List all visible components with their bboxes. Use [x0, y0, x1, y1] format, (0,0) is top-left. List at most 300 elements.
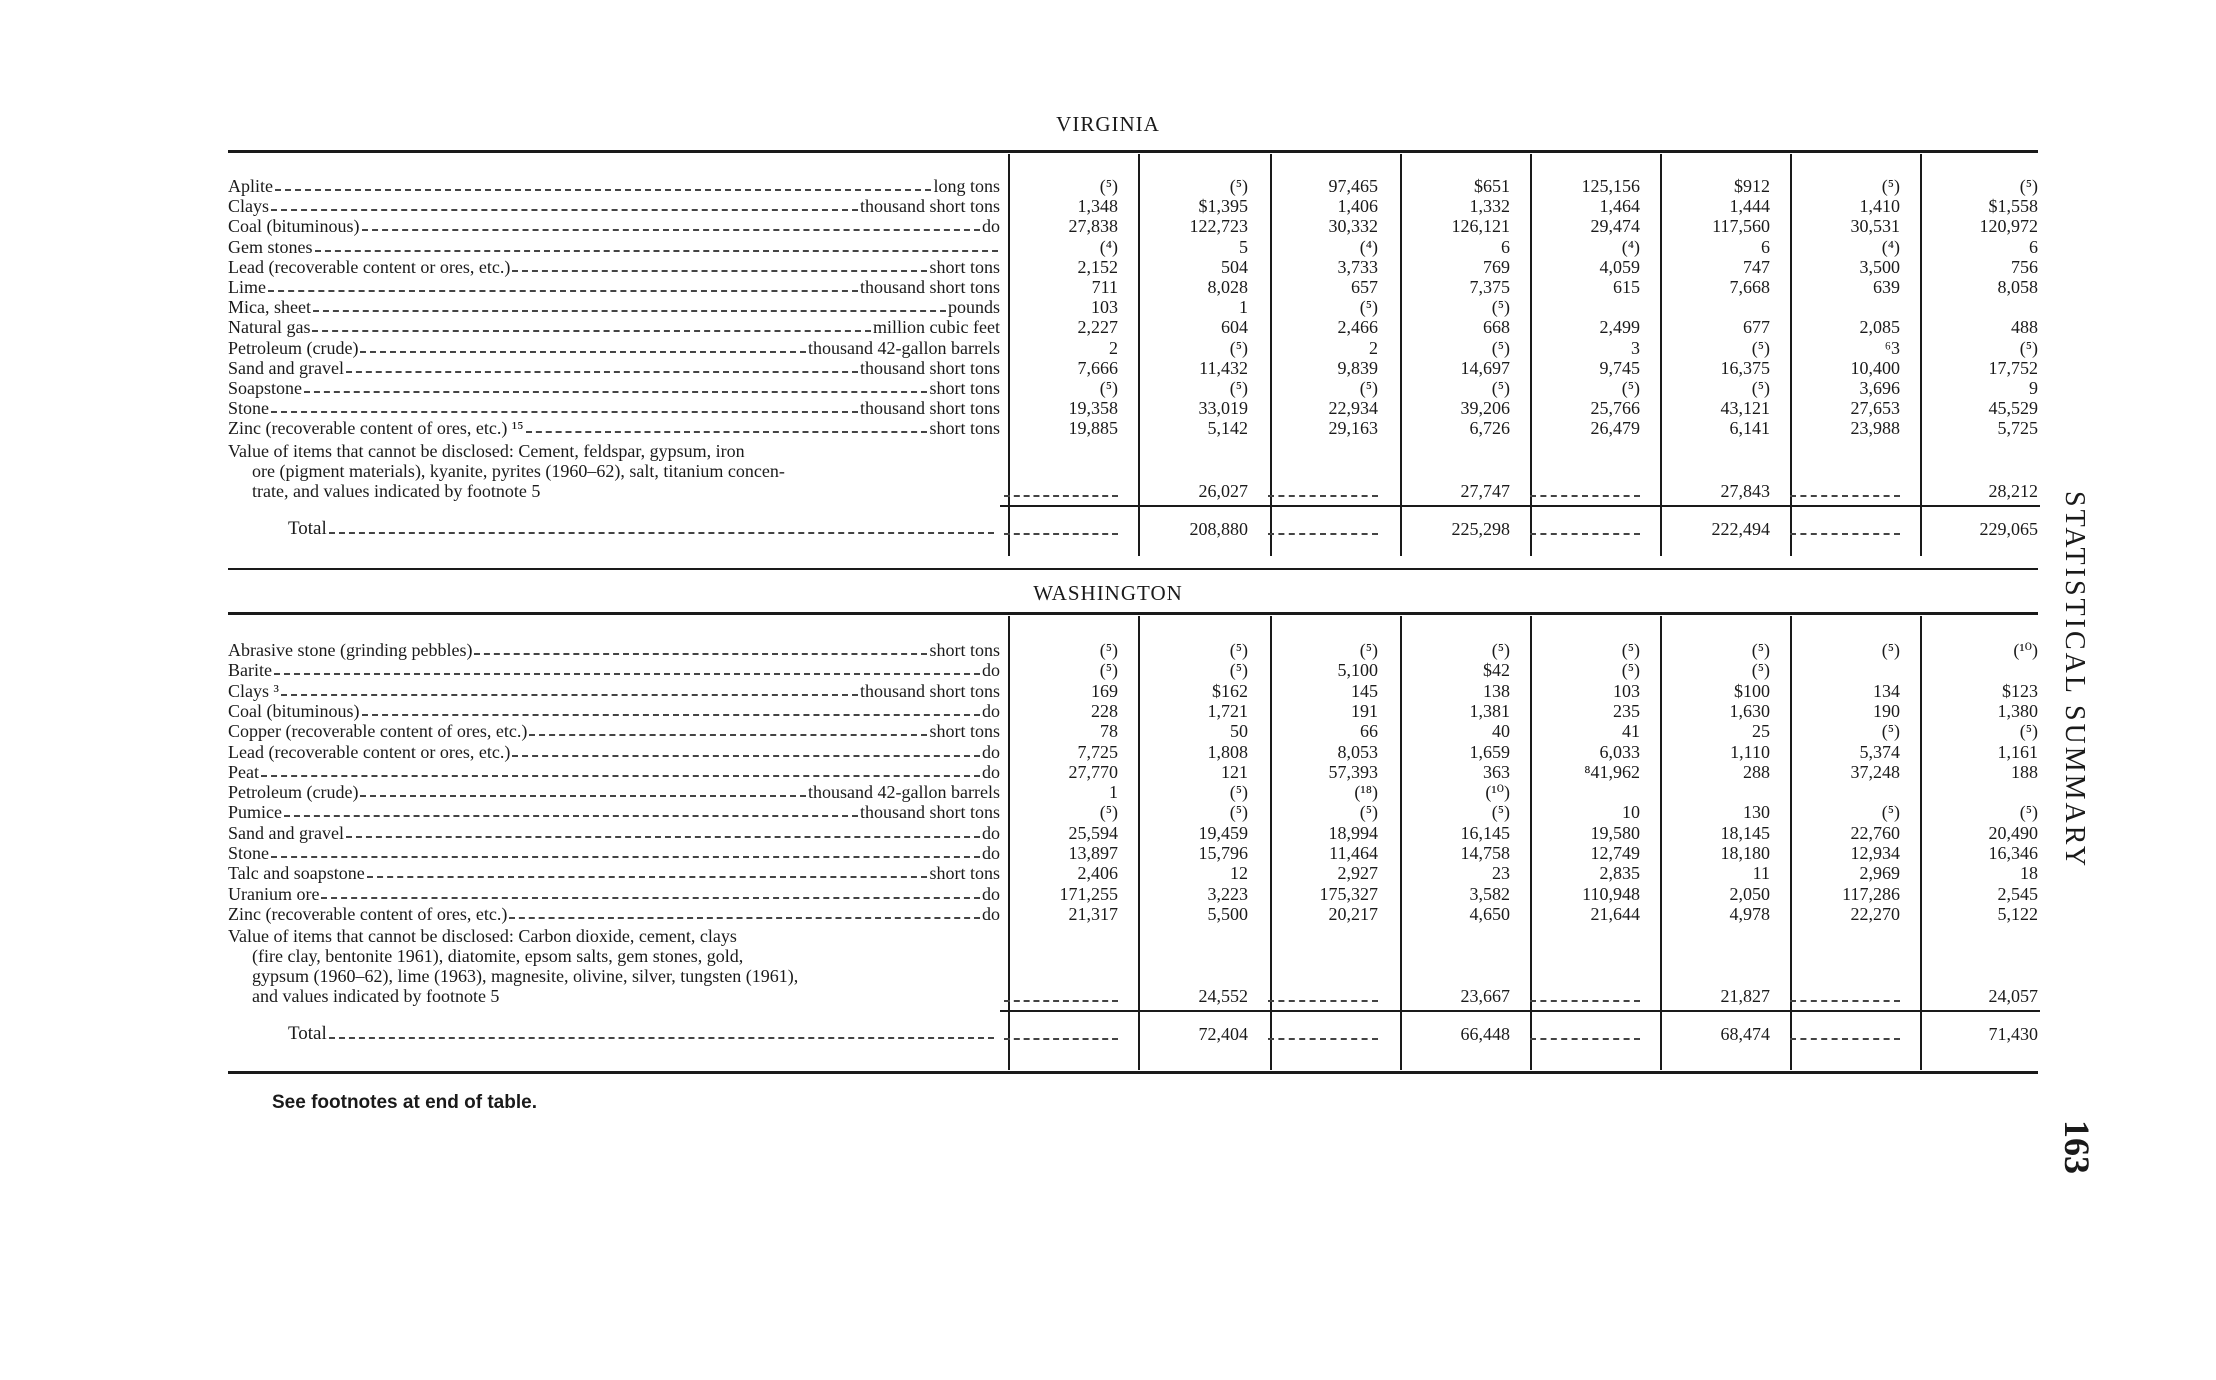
blank-dashes: [1004, 1000, 1118, 1002]
table-cell: 9,839: [1337, 357, 1378, 378]
unit-label: thousand 42-gallon barrels: [808, 782, 1000, 803]
table-cell: 1,630: [1729, 700, 1770, 721]
commodity-name: Aplite: [228, 176, 273, 196]
table-cell: 18,180: [1720, 843, 1770, 863]
table-cell: (⁵): [1359, 640, 1378, 660]
table-cell: 45,529: [1988, 398, 2038, 419]
blank-dashes: [1268, 1000, 1378, 1002]
table-cell: 171,255: [1059, 883, 1118, 904]
table-cell: (⁵): [1099, 660, 1118, 681]
leader-dots: [367, 876, 928, 878]
table-row: [228, 681, 2038, 701]
table-cell: (⁵): [1621, 660, 1640, 681]
table-cell: 188: [2011, 761, 2038, 782]
table-row: [228, 782, 2038, 802]
row-label: [228, 640, 1000, 660]
table-cell: 17,752: [1988, 357, 2038, 378]
table-cell: 57,393: [1328, 761, 1378, 782]
table-cell: 3,696: [1859, 378, 1900, 398]
table-cell: 2,545: [1997, 883, 2038, 904]
table-cell: 5: [1239, 236, 1248, 257]
row-label: [228, 681, 1000, 701]
table-cell: 30,332: [1328, 216, 1378, 237]
footnote: See footnotes at end of table.: [272, 1092, 537, 1113]
table-cell: 3,500: [1859, 256, 1900, 277]
table-cell: 8,028: [1207, 277, 1248, 297]
blank-dashes: [1530, 533, 1640, 535]
table-cell: $1,395: [1198, 196, 1248, 217]
table-cell: 37,248: [1850, 761, 1900, 782]
commodity-name: Soapstone: [228, 378, 302, 398]
table-cell: (⁵): [1491, 802, 1510, 823]
table-cell: ⁸41,962: [1584, 761, 1640, 782]
table-cell: 71,430: [1988, 1024, 2038, 1045]
table-cell: (⁵): [1881, 640, 1900, 660]
section-title-virginia: VIRGINIA: [1056, 112, 1160, 136]
leader-dots: [274, 673, 980, 675]
table-cell: 639: [1873, 277, 1900, 297]
table-cell: 2,406: [1077, 863, 1118, 884]
table-cell: 6,141: [1729, 418, 1770, 439]
table-row: [228, 721, 2038, 741]
table-cell: 2: [1109, 337, 1118, 358]
table-cell: 756: [2011, 256, 2038, 277]
leader-dots: [509, 917, 980, 919]
commodity-name: Clays: [228, 196, 270, 217]
table-cell: 25: [1752, 721, 1770, 742]
total-text: Total: [288, 1023, 327, 1045]
unit-label: thousand 42-gallon barrels: [808, 337, 1000, 358]
table-cell: 18,994: [1328, 822, 1378, 843]
unit-label: do: [982, 700, 1000, 721]
table-cell: 3,582: [1469, 883, 1510, 904]
table-cell: 6: [1501, 236, 1510, 257]
table-cell: $100: [1734, 680, 1770, 701]
table-cell: 126,121: [1451, 216, 1510, 237]
commodity-name: Zinc (recoverable content of ores, etc.) ¹⁵: [228, 418, 524, 439]
row-label: [228, 843, 1000, 863]
blank-dashes: [1790, 495, 1900, 497]
table-cell: 66: [1360, 721, 1378, 742]
table-cell: 97,465: [1328, 176, 1378, 196]
table-cell: 28,212: [1988, 480, 2038, 501]
commodity-name: Mica, sheet: [228, 297, 311, 318]
table-row: [228, 742, 2038, 762]
commodity-name: Lead (recoverable content or ores, etc.): [228, 741, 511, 762]
leader-dots: [474, 653, 927, 655]
table-cell: 39,206: [1460, 398, 1510, 419]
table-cell: 1: [1239, 297, 1248, 318]
row-label: [228, 904, 1000, 924]
note-line: ore (pigment materials), kyanite, pyrites (1960–62), salt, titanium concen-: [252, 460, 785, 481]
table-cell: (⁵): [1229, 640, 1248, 660]
leader-dots: [360, 795, 806, 797]
leader-dots: [312, 330, 871, 332]
leader-dots: [275, 189, 931, 191]
bottom-rule: [228, 1071, 2038, 1074]
table-cell: 11: [1752, 863, 1770, 884]
unit-label: long tons: [933, 176, 1000, 196]
table-cell: 121: [1221, 761, 1248, 782]
table-cell: 25,766: [1590, 398, 1640, 419]
table-cell: 9: [2029, 378, 2038, 398]
row-label: [228, 317, 1000, 337]
table-cell: 18: [2020, 863, 2038, 884]
table-cell: (⁵): [1359, 802, 1378, 823]
table-cell: 1,332: [1469, 196, 1510, 217]
commodity-name: Uranium ore: [228, 883, 320, 904]
table-row: [228, 640, 2038, 660]
leader-dots: [512, 755, 980, 757]
table-cell: 6,726: [1469, 418, 1510, 439]
table-cell: 1,380: [1997, 700, 2038, 721]
table-cell: 8,053: [1337, 741, 1378, 762]
table-cell: 19,459: [1198, 822, 1248, 843]
table-cell: 27,770: [1068, 761, 1118, 782]
table-row: [228, 297, 2038, 317]
unit-label: do: [982, 216, 1000, 237]
table-cell: $912: [1734, 176, 1770, 196]
table-cell: 747: [1743, 256, 1770, 277]
table-cell: 1,348: [1077, 196, 1118, 217]
unit-label: short tons: [929, 418, 1000, 439]
leader-dots: [304, 391, 927, 393]
table-row: [228, 216, 2038, 236]
table-cell: 26,027: [1198, 480, 1248, 501]
table-cell: 5,500: [1207, 903, 1248, 924]
unit-label: do: [982, 883, 1000, 904]
table-row: [228, 823, 2038, 843]
table-cell: 27,843: [1720, 480, 1770, 501]
table-cell: 68,474: [1720, 1024, 1770, 1045]
leader-dots: [281, 694, 858, 696]
blank-dashes: [1004, 533, 1118, 535]
table-cell: 4,978: [1729, 903, 1770, 924]
leader-dots: [321, 897, 980, 899]
table-row: [228, 398, 2038, 418]
blank-dashes: [1268, 1038, 1378, 1040]
note-line: Value of items that cannot be disclosed: Cement, feldspar, gypsum, iron: [228, 440, 745, 461]
table-row: [228, 358, 2038, 378]
table-cell: (⁵): [1751, 640, 1770, 660]
table-cell: 288: [1743, 761, 1770, 782]
table-cell: 122,723: [1189, 216, 1248, 237]
table-cell: $162: [1212, 680, 1248, 701]
table-row: [228, 701, 2038, 721]
commodity-name: Pumice: [228, 802, 282, 823]
table-cell: 12,749: [1590, 843, 1640, 863]
table-cell: 18,145: [1720, 822, 1770, 843]
table-cell: (⁵): [1751, 378, 1770, 398]
blank-dashes: [1790, 533, 1900, 535]
table-cell: 21,644: [1590, 903, 1640, 924]
table-cell: 16,145: [1460, 822, 1510, 843]
table-cell: 125,156: [1581, 176, 1640, 196]
note-line: Value of items that cannot be disclosed: Carbon dioxide, cement, clays: [228, 926, 737, 947]
table-cell: (⁵): [1229, 337, 1248, 358]
table-cell: 16,375: [1720, 357, 1770, 378]
table-cell: (⁵): [1621, 378, 1640, 398]
table-cell: 21,827: [1720, 986, 1770, 1007]
unit-label: do: [982, 843, 1000, 863]
total-rule: [1000, 1010, 2040, 1012]
commodity-name: Clays ³: [228, 680, 279, 701]
table-cell: (⁵): [1229, 176, 1248, 196]
leader-dots: [512, 270, 927, 272]
table-cell: (⁵): [1491, 337, 1510, 358]
page-number: 163: [2057, 1120, 2097, 1174]
section-rule: [228, 568, 2038, 570]
commodity-name: Sand and gravel: [228, 357, 344, 378]
row-label: [228, 660, 1000, 680]
table-cell: 677: [1743, 317, 1770, 338]
total-rule: [1000, 505, 2040, 507]
unit-label: short tons: [929, 640, 1000, 660]
table-cell: 668: [1483, 317, 1510, 338]
leader-dots: [268, 290, 858, 292]
total-text: Total: [288, 517, 327, 539]
table-cell: 12,934: [1850, 843, 1900, 863]
unit-label: do: [982, 822, 1000, 843]
table-cell: 4,059: [1599, 256, 1640, 277]
table-cell: 657: [1351, 277, 1378, 297]
table-cell: 222,494: [1711, 518, 1770, 539]
table-cell: 21,317: [1068, 903, 1118, 924]
table-cell: 2,085: [1859, 317, 1900, 338]
table-cell: 6: [1761, 236, 1770, 257]
table-cell: 19,358: [1068, 398, 1118, 419]
table-cell: 1,381: [1469, 700, 1510, 721]
table-cell: 9,745: [1599, 357, 1640, 378]
row-label: [228, 823, 1000, 843]
table-cell: 20,217: [1328, 903, 1378, 924]
row-label: [228, 297, 1000, 317]
row-label: [228, 418, 1000, 438]
blank-dashes: [1268, 495, 1378, 497]
table-cell: 29,474: [1590, 216, 1640, 237]
unit-label: short tons: [929, 378, 1000, 398]
table-cell: 13,897: [1068, 843, 1118, 863]
leader-dots: [360, 351, 806, 353]
table-cell: 103: [1091, 297, 1118, 318]
table-cell: (⁵): [2019, 721, 2038, 742]
commodity-name: Stone: [228, 843, 270, 863]
table-cell: 26,479: [1590, 418, 1640, 439]
blank-dashes: [1790, 1000, 1900, 1002]
row-label: [228, 398, 1000, 418]
top-rule: [228, 612, 2038, 615]
table-cell: 10,400: [1850, 357, 1900, 378]
table-row: [228, 418, 2038, 438]
table-cell: (⁵): [1229, 802, 1248, 823]
leader-dots: [529, 734, 927, 736]
table-cell: 191: [1351, 700, 1378, 721]
commodity-name: Peat: [228, 761, 259, 782]
row-label: [228, 338, 1000, 358]
table-cell: 5,374: [1859, 741, 1900, 762]
table-cell: 2,927: [1337, 863, 1378, 884]
table-cell: 2: [1369, 337, 1378, 358]
unit-label: thousand short tons: [859, 357, 1000, 378]
table-cell: 4,650: [1469, 903, 1510, 924]
table-cell: (¹⁸): [1354, 782, 1378, 803]
table-cell: 24,552: [1198, 986, 1248, 1007]
table-cell: (⁵): [1621, 640, 1640, 660]
table-cell: 5,122: [1997, 903, 2038, 924]
table-cell: 24,057: [1988, 986, 2038, 1007]
table-cell: 22,934: [1328, 398, 1378, 419]
table-cell: 20,490: [1988, 822, 2038, 843]
table-cell: (⁵): [2019, 176, 2038, 196]
table-cell: (⁵): [1881, 176, 1900, 196]
table-cell: 11,432: [1199, 357, 1248, 378]
table-cell: 2,466: [1337, 317, 1378, 338]
running-head: STATISTICAL SUMMARY: [2059, 490, 2090, 870]
table-cell: 488: [2011, 317, 2038, 338]
table-cell: (⁵): [1359, 297, 1378, 318]
table-cell: 15,796: [1198, 843, 1248, 863]
blank-dashes: [1790, 1038, 1900, 1040]
table-cell: 175,327: [1319, 883, 1378, 904]
table-cell: 145: [1351, 680, 1378, 701]
commodity-name: Lead (recoverable content or ores, etc.): [228, 256, 511, 277]
table-cell: 5,142: [1207, 418, 1248, 439]
table-cell: (⁵): [2019, 802, 2038, 823]
table-cell: 1,410: [1859, 196, 1900, 217]
table-cell: 50: [1230, 721, 1248, 742]
table-cell: 27,747: [1460, 480, 1510, 501]
table-cell: 23,667: [1460, 986, 1510, 1007]
table-cell: 6,033: [1599, 741, 1640, 762]
leader-dots: [261, 775, 980, 777]
commodity-name: Petroleum (crude): [228, 337, 359, 358]
unit-label: do: [982, 761, 1000, 782]
table-cell: 229,065: [1979, 518, 2038, 539]
section-title-washington: WASHINGTON: [1033, 581, 1183, 605]
table-cell: 2,050: [1729, 883, 1770, 904]
table-row: [228, 904, 2038, 924]
commodity-name: Coal (bituminous): [228, 700, 360, 721]
table-cell: 72,404: [1198, 1024, 1248, 1045]
unit-label: do: [982, 741, 1000, 762]
table-cell: $42: [1483, 660, 1510, 681]
leader-dots: [346, 836, 980, 838]
table-cell: 117,286: [1842, 883, 1900, 904]
table-cell: 22,760: [1850, 822, 1900, 843]
table-cell: 1,444: [1729, 196, 1770, 217]
leader-dots: [313, 310, 946, 312]
table-cell: 120,972: [1979, 216, 2038, 237]
table-cell: 235: [1613, 700, 1640, 721]
table-cell: 190: [1873, 700, 1900, 721]
table-cell: 1,406: [1337, 196, 1378, 217]
leader-dots: [271, 411, 858, 413]
table-cell: 134: [1873, 680, 1900, 701]
table-cell: 110,948: [1582, 883, 1640, 904]
table-row: [228, 176, 2038, 196]
row-label: [228, 378, 1000, 398]
table-cell: (⁴): [1881, 236, 1900, 257]
unit-label: do: [982, 660, 1000, 681]
table-cell: 16,346: [1988, 843, 2038, 863]
table-cell: (⁵): [1881, 802, 1900, 823]
commodity-name: Talc and soapstone: [228, 863, 365, 884]
table-cell: (⁵): [1229, 660, 1248, 681]
table-cell: 2,152: [1077, 256, 1118, 277]
table-row: [228, 802, 2038, 822]
leader-dots: [362, 229, 981, 231]
table-cell: (⁵): [1491, 640, 1510, 660]
blank-dashes: [1530, 1038, 1640, 1040]
table-row: [228, 338, 2038, 358]
table-cell: 711: [1091, 277, 1118, 297]
blank-dashes: [1530, 1000, 1640, 1002]
row-label: [228, 701, 1000, 721]
table-row: [228, 762, 2038, 782]
row-label: [228, 358, 1000, 378]
table-cell: 2,969: [1859, 863, 1900, 884]
table-cell: 2,227: [1077, 317, 1118, 338]
table-cell: 7,725: [1077, 741, 1118, 762]
table-row: [228, 257, 2038, 277]
leader-dots: [271, 856, 980, 858]
table-cell: 169: [1091, 680, 1118, 701]
row-label: [228, 237, 1000, 257]
table-cell: 29,163: [1328, 418, 1378, 439]
table-cell: 604: [1221, 317, 1248, 338]
commodity-name: Copper (recoverable content of ores, etc.): [228, 721, 528, 742]
table-cell: 23,988: [1850, 418, 1900, 439]
table-cell: (⁵): [1359, 378, 1378, 398]
row-label: [228, 216, 1000, 236]
table-cell: (⁵): [2019, 337, 2038, 358]
note-line: and values indicated by footnote 5: [252, 986, 500, 1007]
table-cell: 504: [1221, 256, 1248, 277]
leader-dots: [329, 1037, 994, 1039]
row-label: [228, 863, 1000, 883]
commodity-name: Coal (bituminous): [228, 216, 360, 237]
leader-dots: [362, 714, 981, 716]
table-cell: 27,653: [1850, 398, 1900, 419]
row-label: [228, 782, 1000, 802]
unit-label: thousand short tons: [859, 196, 1000, 217]
table-cell: 12: [1230, 863, 1248, 884]
undisclosed-values: [228, 986, 2038, 1006]
table-row: [228, 196, 2038, 216]
commodity-name: Stone: [228, 398, 270, 419]
table-cell: 1,808: [1207, 741, 1248, 762]
table-cell: 225,298: [1451, 518, 1510, 539]
table-cell: (¹⁰): [1485, 782, 1510, 803]
table-cell: 615: [1613, 277, 1640, 297]
table-cell: 1,464: [1599, 196, 1640, 217]
note-line: trate, and values indicated by footnote 5: [252, 480, 541, 501]
table-cell: (⁵): [1881, 721, 1900, 742]
table-cell: (⁵): [1099, 802, 1118, 823]
table-cell: $651: [1474, 176, 1510, 196]
blank-dashes: [1268, 533, 1378, 535]
table-cell: 2,499: [1599, 317, 1640, 338]
leader-dots: [284, 815, 858, 817]
total-row: [228, 519, 2038, 539]
table-cell: (⁴): [1359, 236, 1378, 257]
table-cell: (⁵): [1099, 640, 1118, 660]
table-row: [228, 884, 2038, 904]
leader-dots: [526, 431, 928, 433]
note-line: gypsum (1960–62), lime (1963), magnesite, olivine, silver, tungsten (1961),: [252, 966, 799, 987]
table-cell: (⁵): [1751, 660, 1770, 681]
row-label: [228, 762, 1000, 782]
